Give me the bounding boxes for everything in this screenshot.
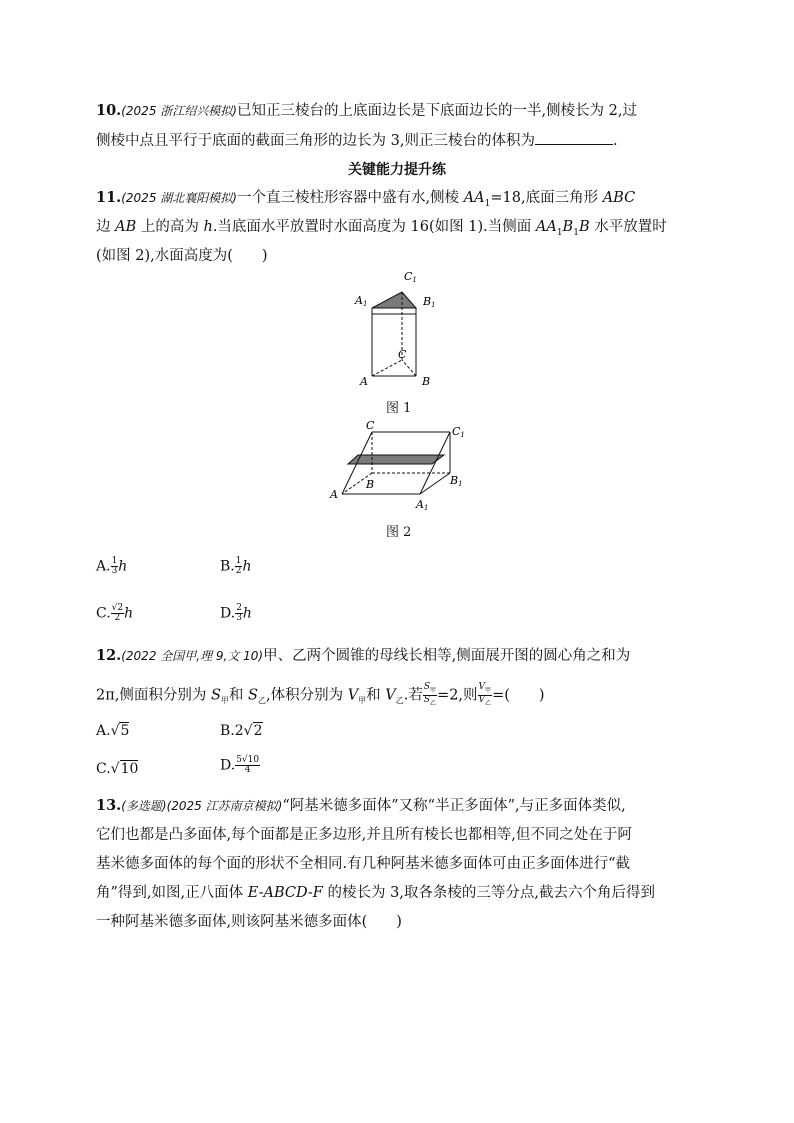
q13-text-4b: 的棱长为 3,取各条棱的三等分点,截去六个角后得到 [322,885,656,901]
q12-option-b[interactable]: B.2√2 [220,723,263,739]
q11-h: h [203,219,213,235]
q11-option-b-label: B. [220,558,235,575]
q12-and-1: 和 [228,687,249,704]
q11-line3 [96,246,268,266]
fig2-edge-b1a1 [420,473,450,494]
q12-text-2e: =( ) [492,687,545,704]
q12-option-a-label: A. [96,723,111,739]
q12-line2 [96,683,545,711]
q11-aa1-sub: 1 [484,198,491,209]
fig1-label-c: C [398,348,407,361]
q13-line4 [96,883,655,903]
fig1-label-a1: A1 [355,294,368,308]
q11-text-2a: 边 [96,219,116,235]
q12-s-yi: S [248,687,258,704]
q12-v-ratio: $\frac{V_甲}{V_乙}$ [478,682,492,707]
fig1-label-b1: B1 [423,295,436,309]
q10-period: . [612,133,618,149]
q11-option-d-fraction: $\frac{2}{3}$ [236,603,242,623]
q12-v-yi-sub: 乙 [395,696,404,706]
fig2-label-b1: B1 [450,474,463,488]
q12-text-2d: =2,则 [437,687,478,704]
q11-text-2b: 上的高为 [136,219,204,235]
q12-text-2a: 2π,侧面积分别为 [96,687,211,704]
q12-option-c-value: 10 [120,761,139,777]
q11-option-a-label: A. [96,558,111,575]
q11-option-d-label: D. [220,605,236,622]
fig1-edge-bc [402,360,416,376]
q11-line1 [96,188,635,214]
q11-option-d[interactable] [220,604,252,623]
q12-s-jia-sub: 甲 [220,696,229,706]
q12-s-jia: S [210,687,221,704]
fig1-caption: 图 1 [386,401,412,416]
q11-source: (2025 湖北襄阳模拟) [121,191,237,205]
q10-source: (2025 浙江绍兴模拟) [121,104,237,118]
q12-option-d-fraction: $\frac{5√10}{4}$ [236,755,260,775]
q13-line5 [96,912,402,932]
q11-face-b: B [562,219,574,235]
q11-option-a-fraction: $\frac{1}{3}$ [111,556,118,576]
q12-s-ratio: $\frac{S_甲}{S_乙}$ [423,682,437,707]
q11-face-sub1: 1 [556,227,563,238]
q12-and-2: 和 [366,687,386,704]
section-title-row [0,159,794,179]
q13-text-2: 它们也都是凸多面体,每个面都是正多边形,并且所有棱长也都相等,但不同之处在于阿 [96,827,632,843]
q12-option-b-coef: 2 [234,723,244,739]
q11-option-a-var: h [118,558,128,575]
q12-v-jia: V [347,687,359,704]
fig1-edge-ac [372,360,402,376]
figure-1-prism [350,268,450,390]
q12-option-b-label: B. [220,723,235,739]
q11-ab: AB [115,219,137,235]
fig2-label-c: C [366,419,375,432]
q11-face-a: AA [535,219,557,235]
q11-option-c-label: C. [96,605,111,622]
q11-text-1b: =18,底面三角形 [490,190,603,206]
q13-text-5: 一种阿基米德多面体,则该阿基米德多面体( ) [96,914,402,930]
q12-option-a-value: 5 [120,723,130,739]
q13-text-1: “阿基米德多面体”又称“半正多面体”,与正多面体类似, [282,798,626,814]
q13-text-3: 基米德多面体的每个面的形状不全相同.有几种阿基米德多面体可由正多面体进行“截 [96,856,631,872]
q11-line2 [96,217,667,243]
q11-option-b-fraction: $\frac{1}{2}$ [235,556,242,576]
q13-line1 [96,796,626,816]
fig1-label-c1: C1 [404,270,417,284]
section-title: 关键能力提升练 [348,162,446,178]
q11-text-3: (如图 2),水面高度为( ) [96,248,268,264]
q11-text-2d: 水平放置时 [589,219,667,235]
q11-option-c-fraction: $\frac{√2}{2}$ [111,603,124,623]
fig1-water-surface [372,292,416,308]
q11-abc: ABC [602,190,636,206]
fig1-label-a: A [360,375,368,388]
fig2-label-b: B [366,478,375,491]
q11-text-1a: 一个直三棱柱形容器中盛有水,侧棱 [236,190,464,206]
q13-octahedron-name: E-ABCD-F [247,885,323,901]
q13-text-4a: 角”得到,如图,正八面体 [96,885,248,901]
q10-line2 [96,130,618,151]
q11-option-d-var: h [242,605,252,622]
q11-aa1: AA [463,190,485,206]
fig2-label-a1: A1 [416,498,429,512]
fig1-label-b: B [422,375,431,388]
q11-option-a[interactable] [96,557,127,576]
q12-option-c[interactable]: C.√10 [96,761,139,777]
q10-text-2: 侧棱中点且平行于底面的截面三角形的边长为 3,则正三棱台的体积为 [96,133,535,149]
q11-option-c-var: h [124,605,134,622]
q13-source: (多选题)(2025 江苏南京模拟) [121,799,283,813]
q12-v-jia-sub: 甲 [358,696,367,706]
fig2-water-surface [348,455,444,464]
q13-number: 13. [96,797,122,814]
q11-option-b-var: h [242,558,252,575]
q12-text-2c: .若 [403,687,423,704]
q10-answer-blank [535,130,613,145]
q12-option-c-label: C. [96,761,111,777]
q10-line1 [96,101,637,121]
q12-option-a[interactable]: A.√5 [96,723,130,739]
figure-2-prism [326,418,476,514]
q13-line2 [96,825,632,845]
q12-text-2b: ,体积分别为 [265,687,348,704]
q11-face-sub2: 1 [573,227,579,238]
q12-option-b-value: 2 [253,723,263,739]
fig2-caption: 图 2 [386,525,412,540]
q11-face-c: B [578,219,590,235]
q12-option-d[interactable] [220,756,260,775]
q11-option-b[interactable] [220,557,252,576]
q12-text-1: 甲、乙两个圆锥的母线长相等,侧面展开图的圆心角之和为 [263,648,631,664]
fig2-label-a: A [330,488,338,501]
q10-text-1: 已知正三棱台的上底面边长是下底面边长的一半,侧棱长为 2,过 [236,103,638,119]
q11-text-2c: .当底面水平放置时水面高度为 16(如图 1).当侧面 [212,219,536,235]
q12-source: (2022 全国甲,理 9,文 10) [121,649,264,663]
q11-option-c[interactable] [96,604,133,623]
q11-number: 11. [96,189,122,206]
fig2-label-c1: C1 [452,425,465,439]
q10-number: 10. [96,102,122,119]
q12-line1 [96,646,630,666]
q12-s-yi-sub: 乙 [257,696,266,706]
q12-number: 12. [96,647,122,664]
q12-option-d-label: D. [220,757,236,774]
q12-v-yi: V [385,687,396,704]
q13-line3 [96,854,630,874]
